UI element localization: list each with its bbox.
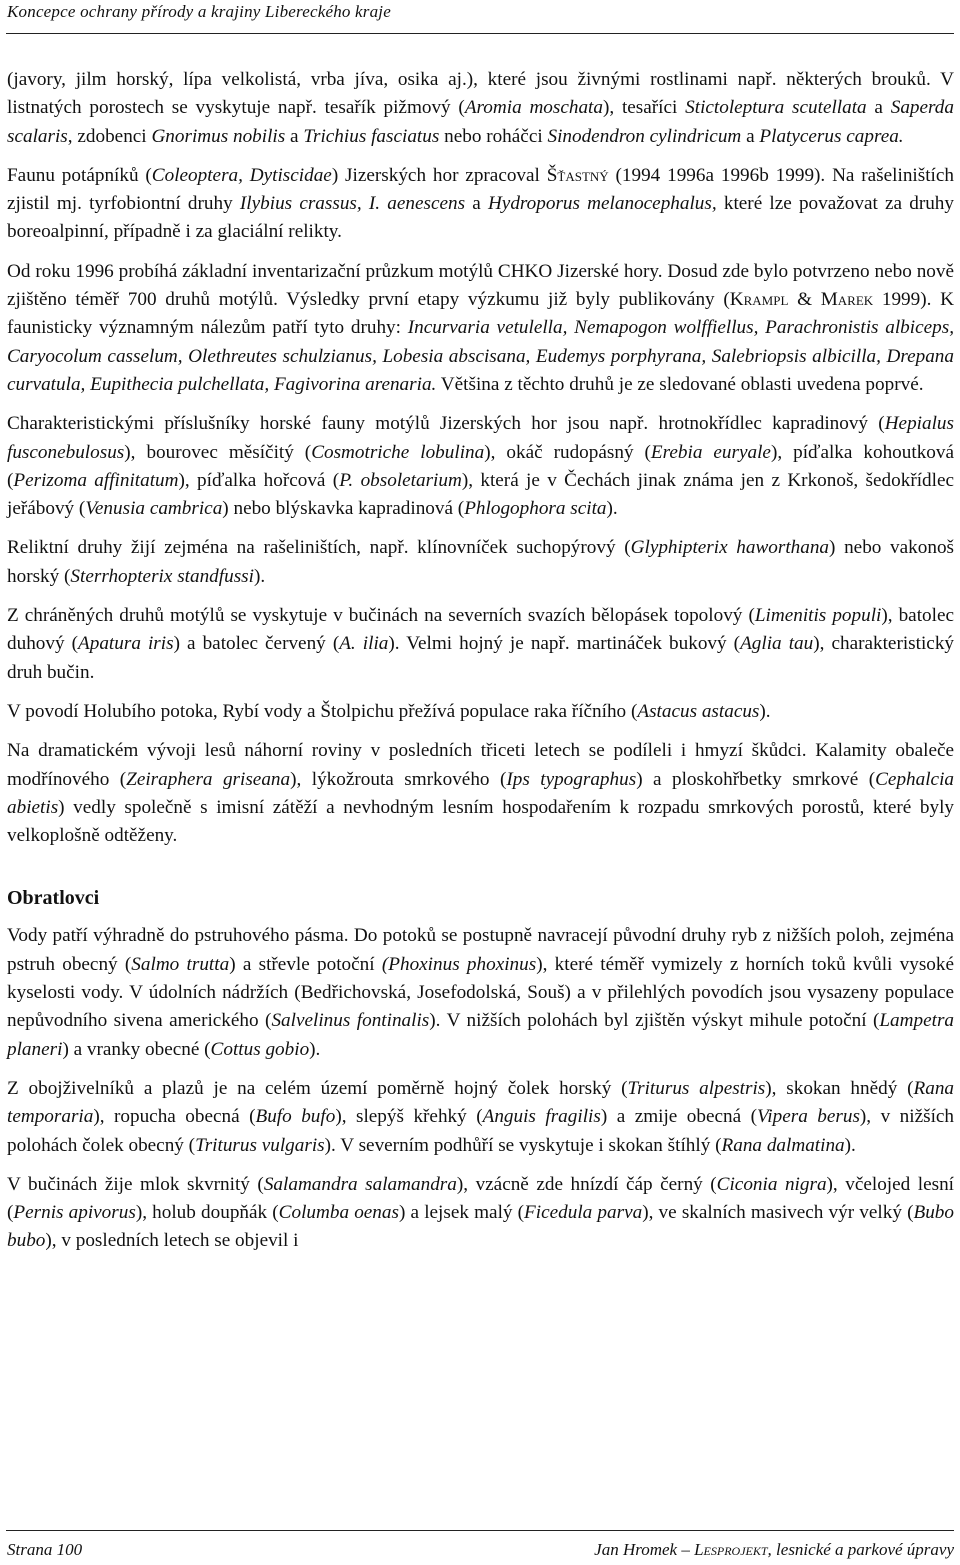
- page-number: Strana 100: [7, 1540, 83, 1559]
- paragraph-crayfish: V povodí Holubího potoka, Rybí vody a Štolpichu přežívá populace raka říčního (Astacus astacus).: [7, 700, 771, 722]
- paragraph-beetles: (javory, jilm horský, lípa velkolistá, vrba jíva, osika aj.), které jsou živnými rostlinami např. některých brouků. V listnatých porostech se vyskytuje např. tesařík pižmový (Aromia moschata), tesaříci Stictoleptura scutellata a Saperda scalaris, zdobenci Gnorimus nobilis a Trichius fasciatus nebo roháčci Sinodendron cylindricum a Platycerus caprea.: [7, 69, 954, 147]
- header-rule: [6, 33, 954, 34]
- paragraph-beech-forests: V bučinách žije mlok skvrnitý (Salamandra salamandra), vzácně zde hnízdí čáp černý (Ciconia nigra), včelojed lesní (Pernis apivorus), holub doupňák (Columba oenas) a lejsek malý (Ficedula parva), ve skalních masivech výr velký (Bubo bubo), v posledních letech se objevil i: [7, 1173, 955, 1252]
- paragraph-moths-survey: Od roku 1996 probíhá základní inventarizační průzkum motýlů CHKO Jizerské hory. Dosud zde bylo potvrzeno nebo nově zjištěno téměř 700 druhů motýlů. Výsledky první etapy výzkumu již byly publikovány (Krampl & Marek 1999). K faunisticky významným nálezům patří tyto druhy: Incurvaria vetulella, Nemapogon wolffiellus, Parachronistis albiceps, Caryocolum casselum, Olethreutes schulzianus, Lobesia abscisana, Eudemys porphyrana, Salebriopsis albicilla, Drepana curvatula, Eupithecia pulchellata, Fagivorina arenaria. Většina z těchto druhů je ze sledované oblasti uvedena poprvé.: [7, 260, 954, 395]
- footer-author: Jan Hromek – Lesprojekt, lesnické a parkové úpravy: [594, 1540, 954, 1559]
- footer-rule: [6, 1530, 954, 1531]
- paragraph-amphibians-reptiles: Z obojživelníků a plazů je na celém území poměrně hojný čolek horský (Triturus alpestris), skokan hnědý (Rana temporaria), ropucha obecná (Bufo bufo), slepýš křehký (Anguis fragilis) a zmije obecná (Vipera berus), v nižších polohách čolek obecný (Triturus vulgaris). V severním podhůří se vyskytuje i skokan štíhlý (Rana dalmatina).: [7, 1077, 955, 1156]
- section-heading-vertebrates: Obratlovci: [7, 887, 100, 910]
- paragraph-mountain-moths: Charakteristickými příslušníky horské fauny motýlů Jizerských hor jsou např. hrotnokřídlec kapradinový (Hepialus fusconebulosus), bourovec měsíčitý (Cosmotriche lobulina), okáč rudopásný (Erebia euryale), píďalka kohoutková (Perizoma affinitatum), píďalka hořcová (P. obsoletarium), která je v Čechách jinak známa jen z Krkonoš, šedokřídlec jeřábový (Venusia cambrica) nebo blýskavka kapradinová (Phlogophora scita).: [7, 413, 954, 520]
- paragraph-protected-butterflies: Z chráněných druhů motýlů se vyskytuje v bučinách na severních svazích bělopásek topolový (Limenitis populi), batolec duhový (Apatura iris) a batolec červený (A. ilia). Velmi hojný je např. martináček bukový (Aglia tau), charakteristický druh bučin.: [7, 605, 955, 683]
- paragraph-relict-species: Reliktní druhy žijí zejména na rašeliništích, např. klínovníček suchopýrový (Glyphipterix haworthana) nebo vakonoš horský (Sterrhopterix standfussi).: [7, 537, 955, 587]
- page-content: [7, 66, 954, 1267]
- running-header: Koncepce ochrany přírody a krajiny Libereckého kraje: [7, 2, 391, 21]
- paragraph-fish: Vody patří výhradně do pstruhového pásma. Do potoků se postupně navracejí původní druhy ryb z nižších poloh, zejména pstruh obecný (Salmo trutta) a střevle potoční (Phoxinus phoxinus), které téměř vymizely z horních toků kvůli vysoké kyselosti vody. V údolních nádržích (Bedřichovská, Josefodolská, Souš) a v přilehlých povodích jsou vysazeny populace nepůvodního sivena amerického (Salvelinus fontinalis). V nižších polohách byl zjištěn výskyt mihule potoční (Lampetra planeri) a vranky obecné (Cottus gobio).: [7, 925, 955, 1060]
- paragraph-pests: Na dramatickém vývoji lesů náhorní roviny v posledních třiceti letech se podíleli i hmyzí škůdci. Kalamity obaleče modřínového (Zeiraphera griseana), lýkožrouta smrkového (Ips typographus) a ploskohřbetky smrkové (Cephalcia abietis) vedly společně s imisní zátěží a nevhodným lesním hospodařením k rozpadu smrkových porostů, které byly velkoplošně odtěženy.: [7, 740, 954, 847]
- paragraph-diving-beetles: Faunu potápníků (Coleoptera, Dytiscidae) Jizerských hor zpracoval Šťastný (1994 1996a 1996b 1999). Na rašeliništích zjistil mj. tyrfobiontní druhy Ilybius crassus, I. aenescens a Hydroporus melanocephalus, které lze považovat za druhy boreoalpinní, případně i za glaciální relikty.: [7, 164, 954, 243]
